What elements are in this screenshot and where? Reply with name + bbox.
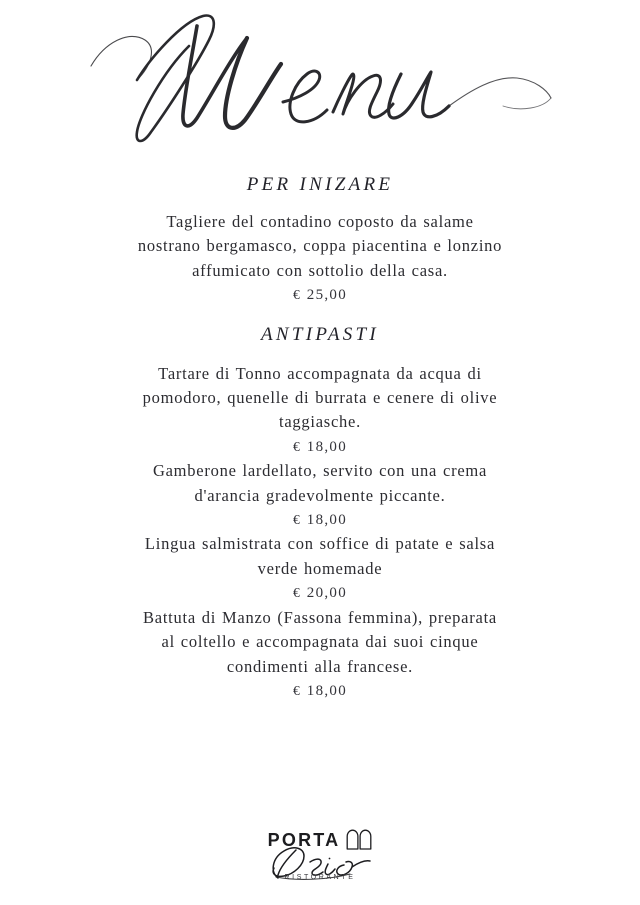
price-value: 20,00 <box>306 585 348 602</box>
price-value: 18,00 <box>306 682 348 699</box>
menu-item <box>130 459 510 532</box>
menu-item-price <box>130 581 510 605</box>
section-heading-antipasti: ANTIPASTI <box>260 323 380 345</box>
menu-item-description: Battuta di Manzo (Fassona femmina), preparata al coltello e accompagnata dai suoi cinque condimenti alla francese. <box>143 607 497 676</box>
currency-symbol: € <box>292 512 302 528</box>
price-value: 18,00 <box>306 512 348 529</box>
menu-item-price <box>130 679 510 703</box>
menu-item-price <box>130 508 510 532</box>
menu-title-block <box>0 6 640 158</box>
menu-item <box>130 362 510 460</box>
section-heading-per-inizare: PER INIZARE <box>246 174 394 195</box>
brand-subtitle-ristorante: RISTORANTE <box>284 874 356 881</box>
menu-item-description: Tartare di Tonno accompagnata da acqua di pomodoro, quenelle di burrata e cenere di olive taggiasche. <box>142 363 498 432</box>
section-items-per-inizare <box>130 210 510 308</box>
currency-symbol: € <box>292 287 302 303</box>
menu-item-description: Lingua salmistrata con soffice di patate e salsa verde homemade <box>144 534 496 578</box>
brand-name-porta: PORTA <box>267 829 341 850</box>
price-value: 25,00 <box>306 287 348 304</box>
section-items-antipasti <box>130 362 510 704</box>
currency-symbol: € <box>292 682 302 698</box>
menu-item <box>130 606 510 704</box>
brand-logo <box>0 829 640 881</box>
currency-symbol: € <box>292 438 302 454</box>
menu-item-price <box>130 283 510 307</box>
menu-item <box>130 210 510 308</box>
menu-item-price <box>130 435 510 459</box>
menu-title-script <box>85 6 555 156</box>
price-value: 18,00 <box>306 438 348 455</box>
menu-item <box>130 532 510 605</box>
menu-item-description: Gamberone lardellato, servito con una crema d'arancia gradevolmente piccante. <box>152 461 488 505</box>
currency-symbol: € <box>292 585 302 601</box>
menu-item-description: Tagliere del contadino coposto da salame nostrano bergamasco, coppa piacentina e lonzino affumicato con sottolio della casa. <box>137 212 503 280</box>
